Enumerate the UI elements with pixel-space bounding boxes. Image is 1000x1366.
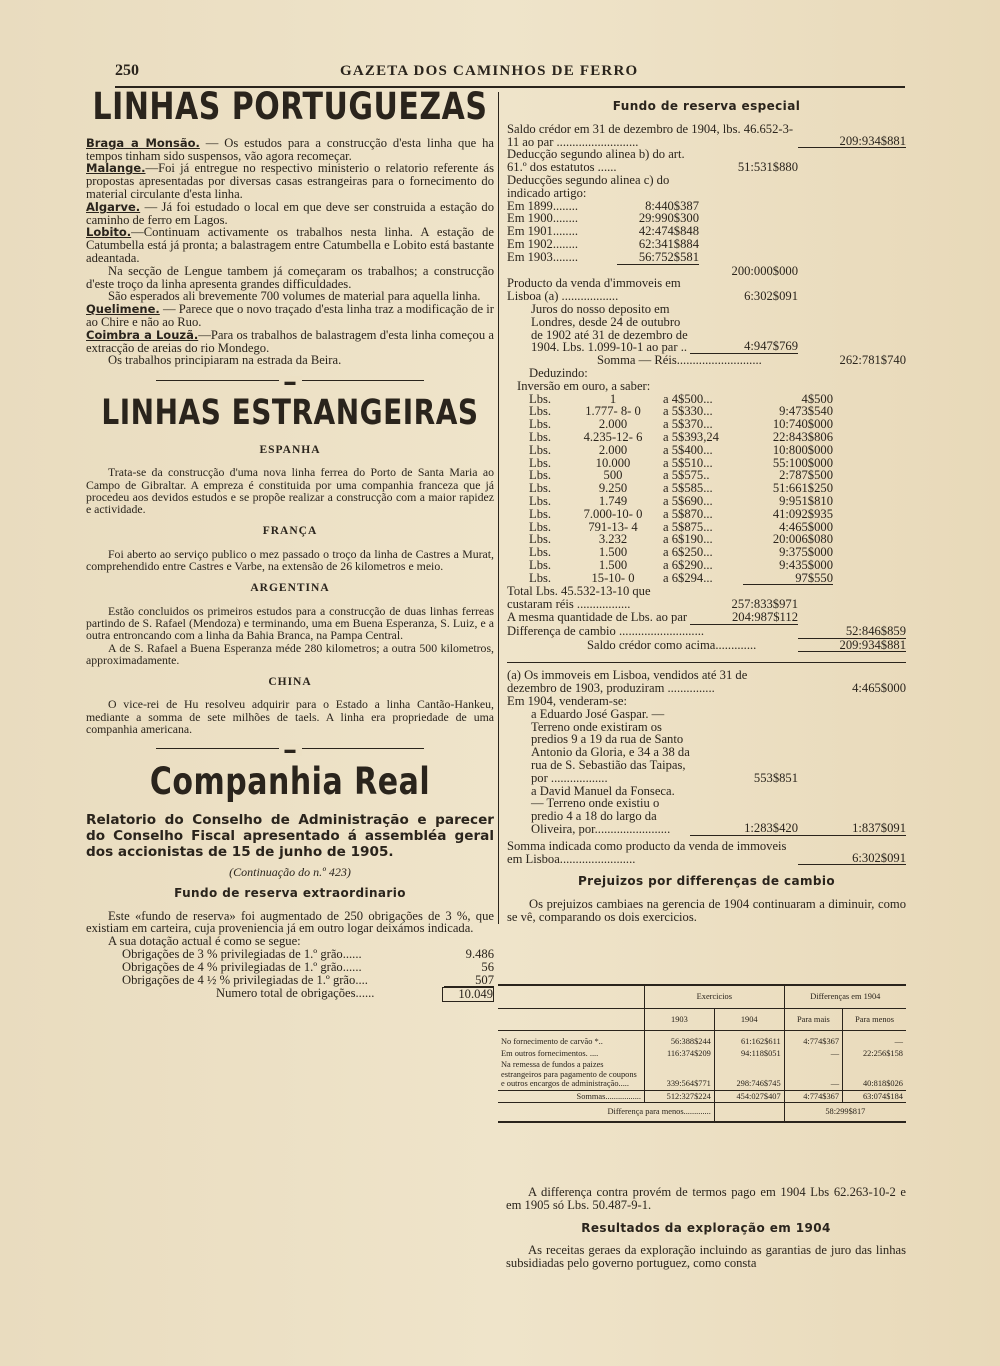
item-malange-title: Malange. <box>86 161 146 176</box>
row-label: Em outros fornecimentos. .... <box>501 1048 599 1058</box>
gazette-title: GAZETA DOS CAMINHOS DE FERRO <box>340 63 639 79</box>
text-franca: Foi aberto ao serviço publico o mez passado o troço da linha de Castres a Murat, comprehendido entre Castres e Varbe, na extensão de 26 kilometros e meio. <box>86 546 494 574</box>
item-malange <box>86 162 494 200</box>
ledger-value: 52:846$859 <box>798 625 906 639</box>
ledger-desc: (a) Os immoveis em Lisboa, vendidos até 31 de dezembro de 1903, produziram ............... <box>507 669 748 696</box>
lbs-row <box>507 559 906 572</box>
ledger-value: 4:947$769 <box>690 340 798 354</box>
table-row <box>498 1059 906 1090</box>
ledger-desc: Saldo crédor em 31 de dezembro de 1904, lbs. 46.652-3-11 ao par .......................... <box>507 122 794 149</box>
lbs-value: 9:375$000 <box>779 545 833 560</box>
lbs-row <box>507 508 906 521</box>
lbs-row <box>507 444 906 457</box>
fundo-extraordinario-text: Este «fundo de reserva» foi augmentado de 250 obrigações de 3 %, que existiam em carteira, cuja proveniencia já em outro logar deixámos indicada. <box>86 908 494 936</box>
item-quelimene-text: — Parece que o novo traçado d'esta linha traz a modificação de ir ao Chire e não ao Ruo. <box>86 302 494 329</box>
ledger-row <box>507 840 906 866</box>
row-label: No fornecimento de carvão *.. <box>501 1037 603 1046</box>
th-1904: 1904 <box>714 1008 784 1031</box>
obrigacao-row <box>86 961 494 974</box>
ledger-row <box>507 639 906 653</box>
ledger-desc: a David Manuel da Fonseca. — Terreno onde existiu o predio 4 a 18 do largo da Oliveira, por........................ <box>531 784 675 836</box>
lbs-rate: a 6$290... <box>663 557 713 572</box>
text-argentina-2: A de S. Rafael a Buena Esperanza méde 280 kilometros; a outra 500 kilometros, approximadamente. <box>86 640 494 667</box>
ledger-desc: Deducção segundo alinea b) do art. 61.º dos estatutos ...... <box>507 148 685 174</box>
fundo-extraordinario-title: Fundo de reserva extraordinario <box>174 885 406 900</box>
ledger-row <box>507 625 906 639</box>
lbs-unit: Lbs. <box>529 417 552 432</box>
ledger-row <box>507 585 906 611</box>
obrigacao-label: Obrigações de 4 % privilegiadas de 1.º grão...... <box>122 959 362 974</box>
lbs-row <box>507 572 906 586</box>
page-number: 250 <box>115 62 139 79</box>
lbs-row <box>507 495 906 508</box>
sommas-1903: 512:327$224 <box>645 1090 715 1103</box>
ornament-icon: ▬ <box>279 376 302 388</box>
year-label: Em 1903........ <box>507 249 579 264</box>
obrigacao-total-label: Numero total de obrigações...... <box>216 986 375 1001</box>
lbs-value: 22:843$806 <box>772 429 833 444</box>
lbs-value: 10:800$000 <box>772 442 833 457</box>
lbs-value: 4:465$000 <box>779 519 833 534</box>
th-1903: 1903 <box>645 1008 715 1031</box>
lbs-rate: a 5$575.. <box>663 468 710 483</box>
country-franca: FRANÇA <box>262 525 318 538</box>
text-argentina: Estão concluidos os primeiros estudos para a construcção de duas linhas ferreas partindo de S. Rafael (Mendoza) e terminando, uma em Buena Esperanza, S. Luiz, e a outra entroncando com a linha da Bahia Branca, na Pampa Central. <box>86 603 494 643</box>
year-value: 62:341$884 <box>638 236 699 251</box>
ledger-desc: a Eduardo José Gaspar. — Terreno onde existiram os predios 9 a 19 da rua de Santo Antonio da Gloria, e 34 a 38 da rua de S. Sebastião das Taipas, por .................. <box>531 707 690 785</box>
lbs-value: 4$500 <box>801 391 833 406</box>
fundo-extraordinario-text-2: A sua dotação actual é como se segue: <box>108 934 301 949</box>
lbs-list <box>507 393 906 586</box>
th-exercicios: Exercicios <box>645 986 785 1008</box>
item-coimbra-text: —Para os trabalhos de balastragem d'esta linha começou a extracção de areias do rio Mondego. <box>86 327 495 355</box>
obrigacao-row <box>86 974 494 988</box>
sommas-row <box>498 1090 906 1103</box>
resultados-text: As receitas geraes da exploração incluindo as garantias de juro das linhas subsidiadas pelo governo portuguez, como consta <box>506 1243 906 1271</box>
lbs-quantity: 3.232 <box>598 532 628 547</box>
lbs-quantity: 15-10- 0 <box>591 570 635 585</box>
ledger-row <box>507 708 906 785</box>
obrigacao-total-value: 10.049 <box>442 987 494 1002</box>
year-value: 8:440$387 <box>645 198 699 213</box>
cell-1903: 56:388$244 <box>645 1031 715 1048</box>
resultados-title: Resultados da exploração em 1904 <box>581 1220 831 1235</box>
ledger-desc: Producto da venda d'immoveis em Lisboa (a) .................. <box>507 277 681 303</box>
ledger-value: 6:302$091 <box>798 852 906 866</box>
lbs-quantity: 1.500 <box>598 557 628 572</box>
obrigacao-total-row <box>86 987 494 1002</box>
item-quelimene-title: Quelimene. <box>86 302 160 317</box>
item-braga-title: Braga a Monsão. <box>86 135 200 150</box>
em1904-label: Em 1904, venderam-se: <box>507 694 627 709</box>
ledger-value: 6:302$091 <box>744 289 798 304</box>
lbs-unit: Lbs. <box>529 391 552 406</box>
exchange-table <box>498 984 906 1123</box>
ledger-desc: Total Lbs. 45.532-13-10 que custaram réis ................. <box>507 585 651 612</box>
country-china: CHINA <box>268 676 312 689</box>
year-label: Em 1902........ <box>507 236 579 251</box>
item-braga <box>86 137 494 163</box>
lbs-value: 97$550 <box>743 572 833 586</box>
inversao-label: Inversão em ouro, a saber: <box>517 378 651 393</box>
year-label: Em 1899........ <box>507 198 579 213</box>
lbs-rate: a 5$510... <box>663 455 713 470</box>
sommas-mais: 4:774$367 <box>784 1090 842 1103</box>
ledger-value: 200:000$000 <box>731 263 798 278</box>
ledger-value: 209:934$881 <box>798 135 906 149</box>
ledger-desc: Saldo crédor como acima............. <box>587 638 757 652</box>
th-para-mais: Para mais <box>784 1008 842 1031</box>
sommas-menos: 63:074$184 <box>843 1090 906 1103</box>
lbs-rate: a 5$400... <box>663 442 713 457</box>
cell-1903: 116:374$209 <box>645 1048 715 1060</box>
text-china: O vice-rei de Hu resolveu adquirir para o Estado a linha Cantão-Hankeu, mediante a somma de sete milhões de taels. A linha era propriedade de uma companhia americana. <box>86 697 494 736</box>
lbs-row <box>507 482 906 495</box>
country-espanha: ESPANHA <box>259 443 321 456</box>
table-row <box>498 1031 906 1048</box>
para-volumes: São esperados ali brevemente 700 volumes de material para aquella linha. <box>108 289 481 304</box>
ledger-value: 262:781$740 <box>839 353 906 368</box>
lbs-unit: Lbs. <box>529 429 552 444</box>
ledger-value: 209:934$881 <box>798 639 906 653</box>
year-row <box>507 251 906 265</box>
lbs-value: 55:100$000 <box>772 455 833 470</box>
cell-mais: 4:774$367 <box>784 1031 842 1048</box>
lbs-quantity: 9.250 <box>598 481 628 496</box>
lbs-unit: Lbs. <box>529 506 552 521</box>
ledger-row <box>507 785 906 836</box>
text-espanha: Trata-se da construcção d'uma nova linha ferrea do Porto de Santa Maria ao Campo de Gibraltar. A empreza é constituida por uma companhia franceza que já procedeu aos devidos estudos e se propõe realizar a construcção com a maior rapidez e actividade. <box>86 465 494 517</box>
item-quelimene <box>86 303 494 329</box>
item-braga-text: — Os estudos para a construcção d'esta linha que ha tempos tinham sido suspensos, vão agora recomeçar. <box>86 135 494 163</box>
year-value: 42:474$848 <box>638 224 699 239</box>
cell-menos: 40:818$026 <box>843 1059 906 1090</box>
lbs-rate: a 5$370... <box>663 417 713 432</box>
cell-mais: — <box>784 1059 842 1090</box>
lbs-unit: Lbs. <box>529 532 552 547</box>
ledger-desc: Differença de cambio ........................... <box>507 624 705 638</box>
continuacao-note: (Continuação do n.º 423) <box>229 865 351 880</box>
cell-menos: — <box>843 1031 906 1048</box>
lbs-rate: a 4$500... <box>663 391 713 406</box>
diferenca-menos-label: Differença para menos............. <box>607 1107 711 1116</box>
ornament-divider-2 <box>86 743 494 757</box>
ledger-row <box>507 123 906 149</box>
right-column-bottom <box>498 1186 906 1270</box>
right-column <box>498 92 906 924</box>
item-algarve <box>86 201 494 227</box>
lbs-unit: Lbs. <box>529 519 552 534</box>
fundo-especial-title: Fundo de reserva especial <box>612 99 801 113</box>
item-coimbra-title: Coimbra a Louzã. <box>86 327 199 342</box>
table-row <box>498 1048 906 1060</box>
deduzindo-label: Deduzindo: <box>529 365 588 380</box>
item-lobito <box>86 226 494 264</box>
lbs-value: 9:435$000 <box>779 557 833 572</box>
lbs-row <box>507 546 906 559</box>
lbs-rate: a 6$294... <box>663 570 713 585</box>
cell-1904: 298:746$745 <box>714 1059 784 1090</box>
page-header <box>115 60 905 88</box>
lbs-rate: a 5$393,24 <box>663 429 719 444</box>
relatorio-title: Relatorio do Conselho de Administração e parecer do Conselho Fiscal apresentado á assembléa geral dos accionistas de 15 de junho de 1905. <box>86 812 494 861</box>
ledger-row <box>507 669 906 695</box>
th-diferencas: Differenças em 1904 <box>784 986 906 1008</box>
lbs-rate: a 5$870... <box>663 506 713 521</box>
lbs-quantity: 10.000 <box>595 455 631 470</box>
heading-linhas-portuguezas: LINHAS PORTUGUEZAS <box>92 85 488 130</box>
lbs-quantity: 1 <box>609 391 617 406</box>
lbs-unit: Lbs. <box>529 545 552 560</box>
cell-1904: 94:118$051 <box>714 1048 784 1060</box>
lbs-row <box>507 418 906 431</box>
th-para-menos: Para menos <box>843 1008 906 1031</box>
lbs-quantity: 2.000 <box>598 417 628 432</box>
para-beira: Os trabalhos principiaram na estrada da Beira. <box>108 353 342 368</box>
lbs-unit: Lbs. <box>529 570 552 585</box>
cell-mais: — <box>784 1048 842 1060</box>
lbs-unit: Lbs. <box>529 455 552 470</box>
para-lengue: Na secção de Lengue tambem já começaram os trabalhos; a construcção d'este troço da linha apresenta grandes difficuldades. <box>86 263 494 291</box>
lbs-rate: a 6$250... <box>663 545 713 560</box>
year-label: Em 1901........ <box>507 224 579 239</box>
year-label: Em 1900........ <box>507 211 579 226</box>
item-lobito-text: —Continuam activamente os trabalhos nesta linha. A estação de Catumbella está já pronta; a balastragem entre Catumbella e Lobito está bastante adeantada. <box>86 225 494 265</box>
ledger-value: 257:833$971 <box>731 597 798 612</box>
lbs-quantity: 1.500 <box>598 545 628 560</box>
sommas-label: Sommas................. <box>576 1091 641 1101</box>
item-malange-text: —Foi já entregue no respectivo ministerio o relatorio referente ás propostas apresentadas por diversas casas estrangeiras para o fornecimento do material circulante d'esta linha. <box>86 161 494 201</box>
item-lobito-title: Lobito. <box>86 225 132 240</box>
lbs-unit: Lbs. <box>529 493 552 508</box>
sommas-1904: 454:027$407 <box>714 1090 784 1103</box>
ledger-value: 4:465$000 <box>852 681 906 696</box>
year-value: 29:990$300 <box>638 211 699 226</box>
obrigacao-value: 9.486 <box>465 947 494 962</box>
ledger-value: 1:837$091 <box>798 822 906 836</box>
lbs-unit: Lbs. <box>529 481 552 496</box>
lbs-value: 9:951$810 <box>779 493 833 508</box>
lbs-row <box>507 431 906 444</box>
row-label: Na remessa de fundos a paizes estrangeiros para pagamento de coupons e outros encargos de administração..... <box>501 1060 637 1088</box>
ledger-desc: Somma indicada como producto da venda de immoveis em Lisboa........................ <box>507 839 787 866</box>
obrigacao-row <box>86 948 494 961</box>
ledger-desc: Deducções segundo alinea c) do indicado artigo: <box>507 173 670 200</box>
diferenca-contra-text: A differença contra provém de termos pago em 1904 Lbs 62.263-10-2 e em 1905 só Lbs. 50.487-9-1. <box>506 1185 906 1212</box>
lbs-quantity: 791-13- 4 <box>588 519 638 534</box>
prejuizos-text: Os prejuizos cambiaes na gerencia de 1904 continuaram a diminuir, como se vê, comparando os dois exercicios. <box>507 897 906 925</box>
lbs-unit: Lbs. <box>529 404 552 419</box>
ledger-row <box>507 277 906 303</box>
ledger-row <box>507 303 906 354</box>
ledger-value: 553$851 <box>753 770 798 785</box>
ledger-row <box>507 265 906 278</box>
cell-1904: 61:162$611 <box>714 1031 784 1048</box>
lbs-value: 51:661$250 <box>772 481 833 496</box>
ledger-desc: Somma — Réis........................... <box>597 354 762 367</box>
lbs-quantity: 7.000-10- 0 <box>583 506 643 521</box>
lbs-rate: a 5$690... <box>663 493 713 508</box>
ornament-divider <box>86 375 494 389</box>
obrigacao-value: 507 <box>444 974 494 988</box>
obrigacao-label: Obrigações de 3 % privilegiadas de 1.º grão...... <box>122 947 362 962</box>
lbs-value: 20:006$080 <box>772 532 833 547</box>
lbs-rate: a 5$875... <box>663 519 713 534</box>
ledger-value: 1:283$420 <box>690 822 798 836</box>
lbs-value: 41:092$935 <box>772 506 833 521</box>
item-algarve-title: Algarve. <box>86 199 141 214</box>
ledger-row <box>507 148 906 174</box>
lbs-value: 2:787$500 <box>779 468 833 483</box>
heading-linhas-estrangeiras: LINHAS ESTRANGEIRAS <box>101 391 479 434</box>
diferenca-menos-row <box>498 1103 906 1121</box>
ledger-row <box>507 174 906 200</box>
obrigacao-value: 56 <box>481 959 494 974</box>
year-value: 56:752$581 <box>617 251 699 265</box>
prejuizos-title: Prejuizos por differenças de cambio <box>577 874 836 889</box>
cell-1903: 339:564$771 <box>645 1059 715 1090</box>
lbs-value: 10:740$000 <box>772 417 833 432</box>
lbs-unit: Lbs. <box>529 557 552 572</box>
lbs-rate: a 5$585... <box>663 481 713 496</box>
lbs-quantity: 1.777- 8- 0 <box>585 404 641 419</box>
left-column <box>86 85 495 1002</box>
item-algarve-text: — Já foi estudado o local em que deve ser construida a estação do caminho de ferro em Lagos. <box>86 199 494 227</box>
ledger-desc: Juros do nosso deposito em Londres, desde 24 de outubro de 1902 até 31 de dezembro de 1904. Lbs. 1.099-10-1 ao par .. <box>531 302 688 355</box>
lbs-quantity: 1.749 <box>598 493 628 508</box>
country-argentina: ARGENTINA <box>250 582 330 595</box>
ornament-icon: ▬ <box>279 744 302 756</box>
ledger-value: 204:987$112 <box>690 611 798 625</box>
lbs-unit: Lbs. <box>529 442 552 457</box>
cell-menos: 22:256$158 <box>843 1048 906 1060</box>
item-coimbra <box>86 329 494 355</box>
lbs-unit: Lbs. <box>529 468 552 483</box>
lbs-rate: a 6$190... <box>663 532 713 547</box>
lbs-quantity: 4.235-12- 6 <box>583 429 643 444</box>
ledger-value: 51:531$880 <box>737 160 798 175</box>
lbs-quantity: 2.000 <box>598 442 628 457</box>
ledger-row <box>507 611 906 625</box>
diferenca-menos-value: 58:299$817 <box>784 1103 906 1121</box>
lbs-quantity: 500 <box>603 468 623 483</box>
obrigacao-label: Obrigações de 4 ½ % privilegiadas de 1.º grão.... <box>122 972 368 987</box>
ledger-desc: A mesma quantidade de Lbs. ao par <box>507 611 688 625</box>
heading-companhia-real: Companhia Real <box>149 760 431 805</box>
year-row <box>507 238 906 251</box>
lbs-value: 9:473$540 <box>779 404 833 419</box>
lbs-rate: a 5$330... <box>663 404 713 419</box>
